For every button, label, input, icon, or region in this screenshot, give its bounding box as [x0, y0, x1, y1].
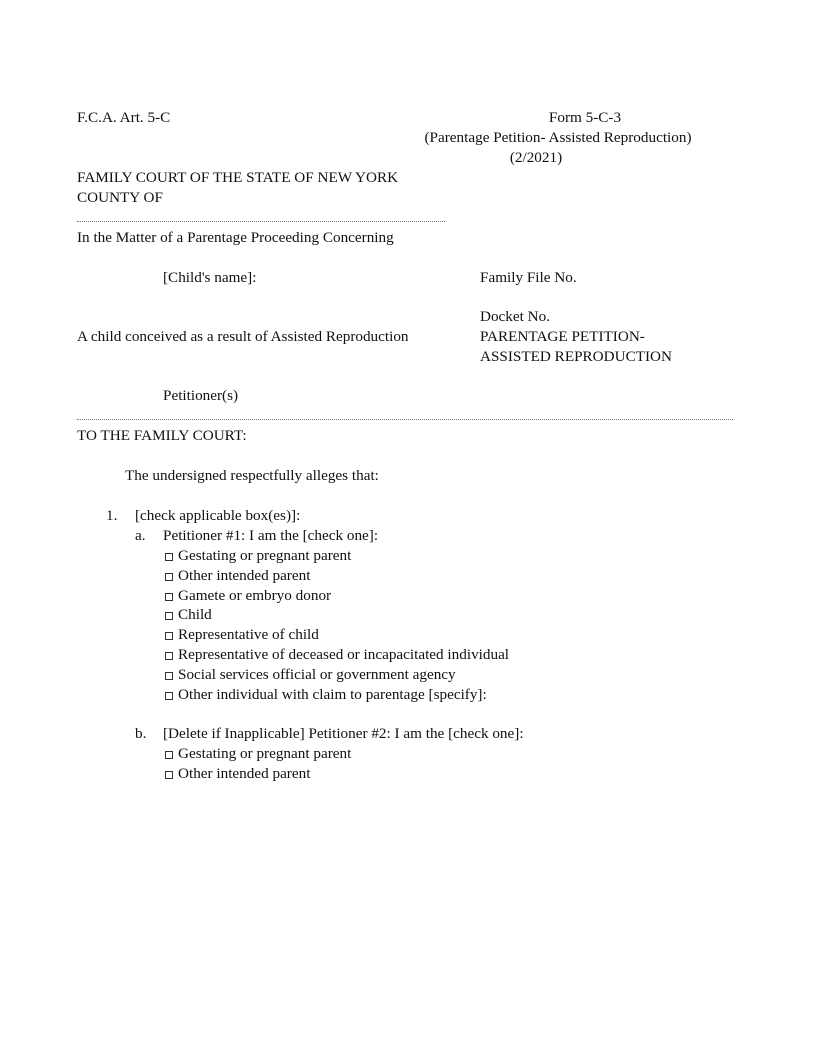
- docket-label: Docket No.: [480, 308, 551, 325]
- caption-divider-short: [77, 221, 445, 222]
- checkbox[interactable]: [165, 692, 173, 700]
- form-date: (2/2021): [509, 149, 563, 166]
- item-1a-text: Petitioner #1: I am the [check one]:: [163, 527, 379, 544]
- item-1b-letter: b.: [135, 725, 147, 742]
- option-gestating-parent-1[interactable]: Gestating or pregnant parent: [165, 546, 351, 566]
- checkbox[interactable]: [165, 652, 173, 660]
- checkbox[interactable]: [165, 632, 173, 640]
- court-name: FAMILY COURT OF THE STATE OF NEW YORK: [77, 169, 399, 186]
- addressee: TO THE FAMILY COURT:: [77, 427, 247, 444]
- child-name-label: [Child's name]:: [163, 269, 257, 286]
- checkbox[interactable]: [165, 751, 173, 759]
- checkbox[interactable]: [165, 771, 173, 779]
- checkbox[interactable]: [165, 612, 173, 620]
- checkbox[interactable]: [165, 593, 173, 601]
- option-other-intended-parent-2[interactable]: Other intended parent: [165, 764, 310, 784]
- option-gestating-parent-2[interactable]: Gestating or pregnant parent: [165, 744, 351, 764]
- petition-title-line1: PARENTAGE PETITION-: [480, 328, 645, 345]
- intro-text: The undersigned respectfully alleges that:: [125, 467, 379, 484]
- petition-title-line2: ASSISTED REPRODUCTION: [480, 348, 672, 365]
- caption-divider-long: [77, 419, 733, 420]
- checkbox[interactable]: [165, 553, 173, 561]
- option-other-individual[interactable]: Other individual with claim to parentage [specify]:: [165, 685, 487, 705]
- petitioners-label: Petitioner(s): [163, 387, 239, 404]
- option-gamete-donor[interactable]: Gamete or embryo donor: [165, 586, 331, 606]
- form-number: Form 5-C-3: [548, 109, 622, 126]
- form-title: (Parentage Petition- Assisted Reproduction): [424, 129, 692, 146]
- option-representative-of-child[interactable]: Representative of child: [165, 625, 319, 645]
- option-social-services[interactable]: Social services official or government agency: [165, 665, 456, 685]
- statute-reference: F.C.A. Art. 5-C: [77, 109, 171, 126]
- option-representative-of-deceased[interactable]: Representative of deceased or incapacitated individual: [165, 645, 509, 665]
- item-1a-letter: a.: [135, 527, 146, 544]
- child-description: A child conceived as a result of Assisted Reproduction: [77, 328, 409, 345]
- county-label: COUNTY OF: [77, 189, 163, 206]
- matter-heading: In the Matter of a Parentage Proceeding Concerning: [77, 229, 394, 246]
- option-child[interactable]: Child: [165, 605, 212, 625]
- family-file-label: Family File No.: [480, 269, 577, 286]
- item-1-text: [check applicable box(es)]:: [135, 507, 301, 524]
- item-1b-text: [Delete if Inapplicable] Petitioner #2: I am the [check one]:: [163, 725, 524, 742]
- checkbox[interactable]: [165, 672, 173, 680]
- option-other-intended-parent-1[interactable]: Other intended parent: [165, 566, 310, 586]
- checkbox[interactable]: [165, 573, 173, 581]
- item-1-number: 1.: [106, 507, 118, 524]
